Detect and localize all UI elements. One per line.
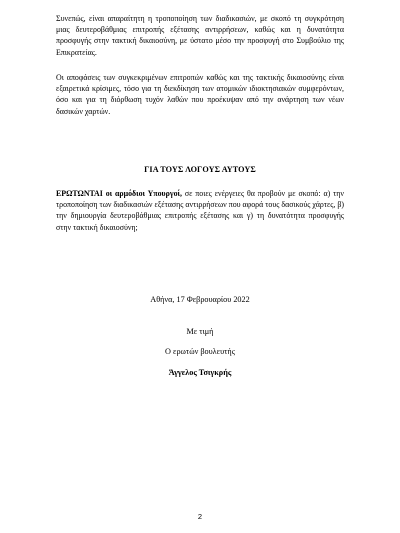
section-heading: ΓΙΑ ΤΟΥΣ ΛΟΓΟΥΣ ΑΥΤΟΥΣ — [144, 165, 256, 174]
closing-salutation: Με τιμή — [186, 327, 214, 336]
signer-name: Άγγελος Τσιγκρής — [168, 368, 232, 377]
body-paragraph-2: Οι αποφάσεις των συγκεκριμένων επιτροπών καθώς και της τακτικής δικαιοσύνης είναι εξαιρετικά κρίσιμες, τόσο για τη διεκδίκηση των ατομικών ιδιοκτησιακών συμφερόντων, όσο και για τη διόρθωση τυχόν λαθών που προέκυψαν από την ανάρτηση των νέων δασικών χαρτών. — [56, 73, 344, 116]
body-paragraph-1: Συνεπώς, είναι απαραίτητη η τροποποίηση των διαδικασιών, με σκοπό τη συγκρότηση μιας δευτεροβάθμιας επιτροπής εξέτασης αντιρρήσεων, καθώς και η δυνατότητα προσφυγής στην τακτική δικαιοσύνη, με ύστατο μέσο την προσφυγή στο Συμβούλιο της Επικρατείας. — [56, 14, 344, 57]
question-body: σε ποιες ενέργειες θα προβούν με σκοπό: α) την τροποποίηση των διαδικασιών εξέτασης αντιρρήσεων που αφορά τους δασικούς χάρτες, β) την δημιουργία δευτεροβάθμιας επιτροπής εξέτασης και γ) τη δυνατότητα προσφυγής στην τακτική δικαιοσύνη; — [56, 189, 344, 232]
date-line: Αθήνα, 17 Φεβρουαρίου 2022 — [150, 295, 250, 304]
signer-role: Ο ερωτών βουλευτής — [165, 347, 235, 356]
question-lead: ΕΡΩΤΩΝΤΑΙ οι αρμόδιοι Υπουργοί, — [56, 189, 182, 198]
page-number: 2 — [197, 512, 203, 521]
question-paragraph — [56, 188, 344, 233]
